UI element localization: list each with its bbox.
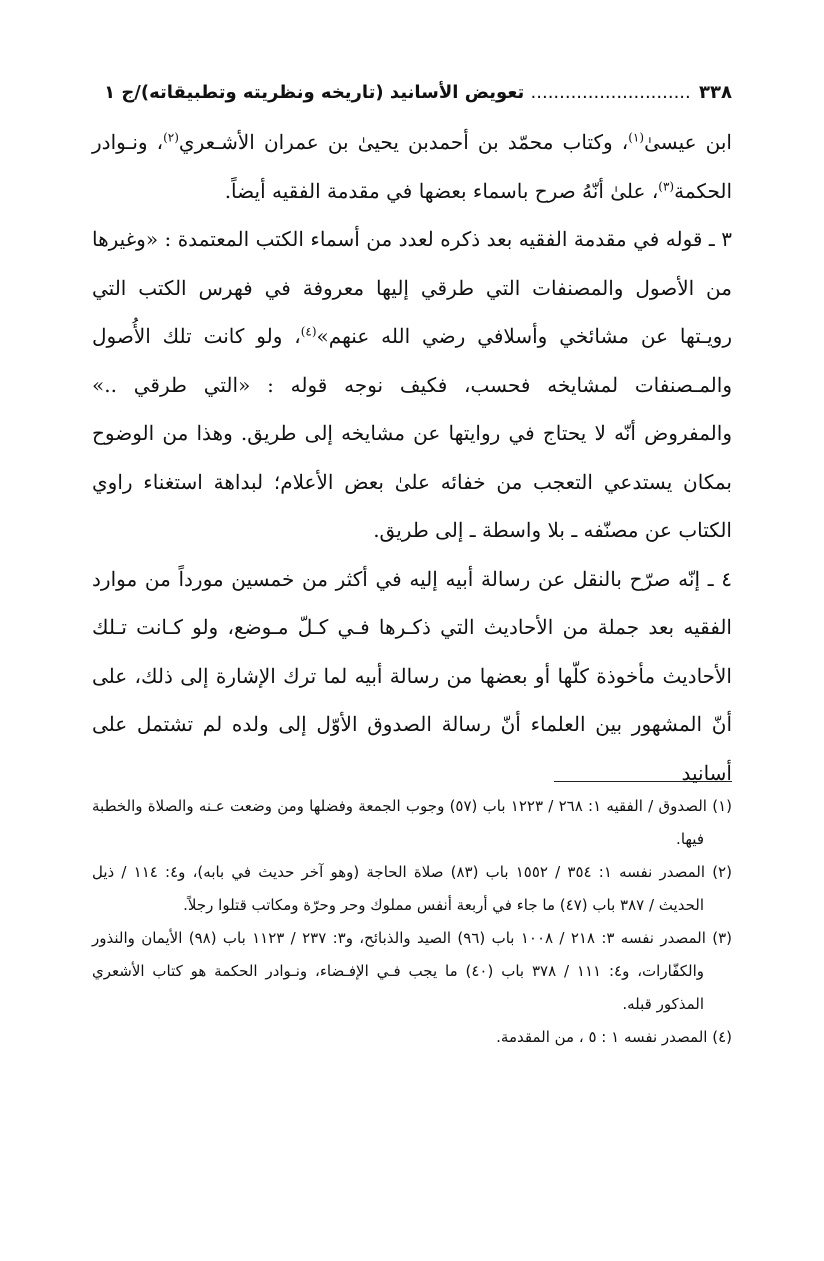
footnote-4: (٤) المصدر نفسه ١ : ٥ ، من المقدمة. xyxy=(496,1028,732,1046)
footnote-ref-4[interactable]: (٤) xyxy=(300,324,317,339)
paragraph-2 xyxy=(92,215,732,555)
main-text xyxy=(92,118,732,797)
footnote-2: (٢) المصدر نفسه ١: ٣٥٤ / ١٥٥٢ باب (٨٣) صلاة الحاجة (وهو آخر حديث في بابه)، و٤: ١١٤ / ذيل الحديث / ٣٨٧ باب (٤٧) ما جاء في أربعة أنفس مملوك وحر وحرّة ومكاتب قتلوا رجلاً. xyxy=(92,863,732,914)
running-title: تعويض الأسانيد (تاريخه ونظريته وتطبيقاته)/ج ١ xyxy=(104,82,525,103)
paragraph-text: ، ونـوادر الحكمة xyxy=(92,130,732,203)
footnote-1: (١) الصدوق / الفقيه ١: ٢٦٨ / ١٢٢٣ باب (٥٧) وجوب الجمعة وفضلها ومن وضعت عـنه والصلاة والخطبة فيها. xyxy=(92,797,732,848)
running-header xyxy=(92,78,732,108)
footnote-ref-3[interactable]: (٣) xyxy=(658,178,675,193)
paragraph-text: ، ولو كانت تلك الأُصول والمـصنفات لمشايخه فحسب، فكيف نوجه قوله : «التي طرقي ..» والمفروض أنّه لا يحتاج في روايتها عن مشايخه إلى طريق. وهذا من الوضوح بمكان يستدعي التعجب من خفائه علىٰ بعض الأعلام؛ لبداهة استغناء راوي الكتاب عن مصنّفه ـ بلا واسطة ـ إلى طريق. xyxy=(92,324,732,542)
page-number: ٣٣٨ xyxy=(699,82,732,103)
footnote-3: (٣) المصدر نفسه ٣: ٢١٨ / ١٠٠٨ باب (٩٦) الصيد والذبائح، و٣: ٢٣٧ / ١١٢٣ باب (٩٨) الأيمان والنذور والكفّارات، و٤: ١١١ / ٣٧٨ باب (٤٠) ما يجب فـي الإفـضاء، ونـوادر الحكمة هو كتاب الأشعري المذكور قبله. xyxy=(92,929,732,1013)
footnote-separator xyxy=(554,781,732,782)
paragraph-text: ، وكتاب محمّد بن أحمدبن يحيىٰ بن عمران الأشـعري xyxy=(178,130,629,154)
paragraph-1 xyxy=(92,118,732,215)
paragraph-text: ٣ ـ قوله في مقدمة الفقيه بعد ذكره لعدد من أسماء الكتب المعتمدة : «وغيرها من الأصول والمصنفات التي طرقي إليها معروفة في فهرس الكتب التي رويـتها عن مشائخي وأسلافي رضي الله عنهم» xyxy=(92,227,732,348)
paragraph-3: ٤ ـ إنّه صرّح بالنقل عن رسالة أبيه إليه في أكثر من خمسين مورداً من موارد الفقيه بعد جملة من الأحاديث التي ذكـرها فـي كـلّ مـوضع، ولو كـانت تـلك الأحاديث مأخوذة كلّها أو بعضها من رسالة أبيه لما ترك الإشارة إلى ذلك، على أنّ المشهور بين العلماء أنّ رسالة الصدوق الأوّل إلى ولده لم تشتمل على أسانيد xyxy=(92,566,732,785)
paragraph-text: ابن عيسىٰ xyxy=(644,130,732,154)
footnote-ref-2[interactable]: (٢) xyxy=(163,130,179,145)
footnotes xyxy=(92,790,732,1054)
paragraph-text: ، علىٰ أنّهُ صرح باسماء بعضها في مقدمة الفقيه أيضاً. xyxy=(224,178,659,203)
header-dots: ............................ xyxy=(530,82,691,103)
footnote-ref-1[interactable]: (١) xyxy=(628,130,645,145)
